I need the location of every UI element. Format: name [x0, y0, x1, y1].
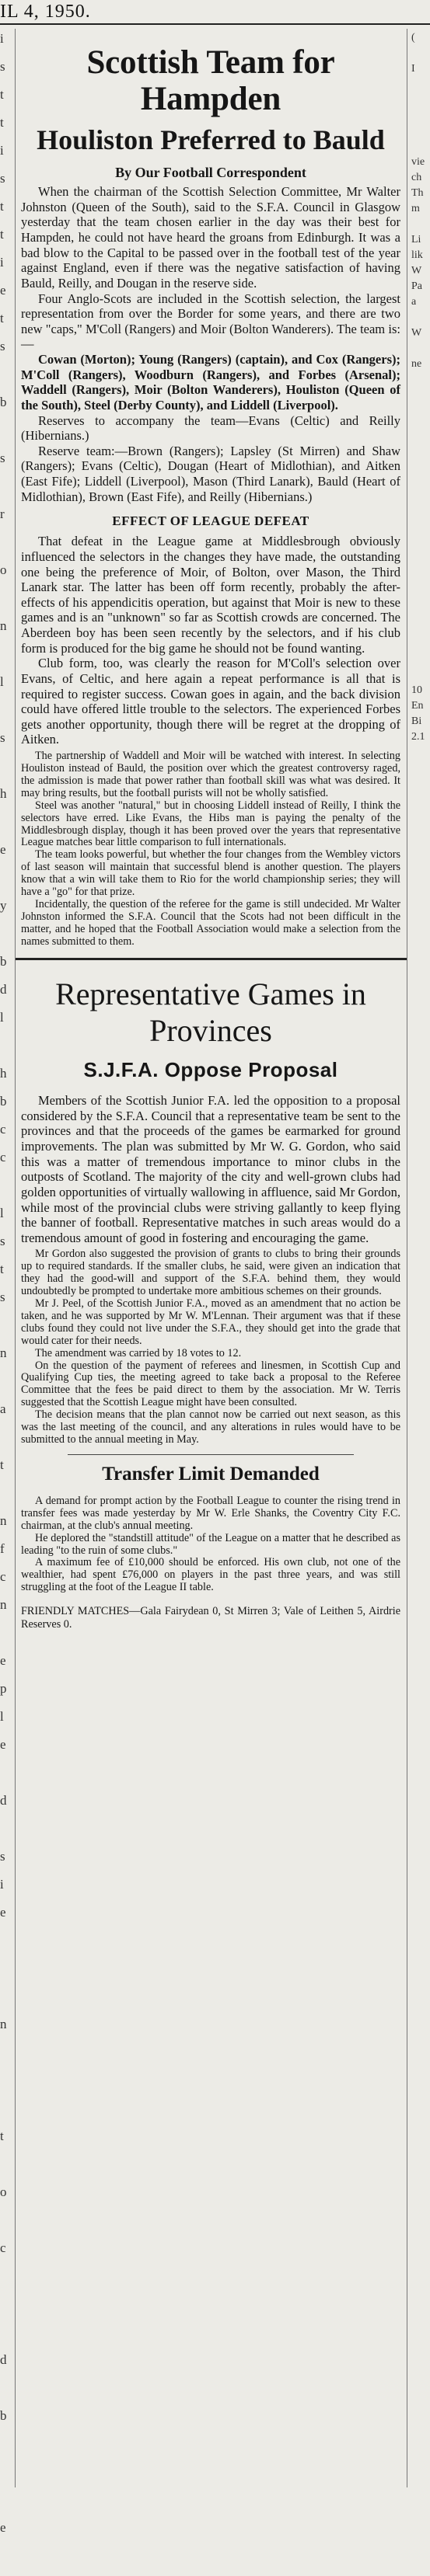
right-margin-fragment	[410, 78, 430, 93]
left-margin-fragment: d	[0, 1793, 7, 1808]
left-margin-fragment	[0, 423, 14, 451]
right-margin-fragment	[410, 792, 430, 808]
right-margin-fragment: W	[411, 265, 422, 277]
right-margin-fragment	[410, 1103, 430, 1119]
left-margin-fragment: i	[0, 1877, 4, 1892]
left-margin-fragment	[0, 1961, 14, 1989]
right-margin-fragment	[410, 93, 430, 109]
left-margin-fragment	[0, 2157, 14, 2184]
article1-small-paragraph: Incidentally, the question of the referee for the game is still undecided. Mr Walter Johnston informed the S.F.A. Council that the Scots had not been difficult in the matter, and he hoped that the Football Association would make a selection from the names submitted to them.	[21, 897, 400, 948]
left-margin-fragment	[0, 2548, 14, 2576]
right-margin-fragment	[410, 761, 430, 777]
left-margin-fragment: y	[0, 898, 7, 913]
right-margin-fragment	[410, 544, 430, 559]
article2-small-paragraph: Mr Gordon also suggested the provision of grants to clubs to bring their grounds up to required standards. If the smaller clubs, he said, were given an indication that they had the good-will and support of the S.F.A. behind them, they would undoubtedly be prompted to undertake more ambitious schemes on their grounds.	[21, 1248, 400, 1298]
right-margin-fragment	[410, 606, 430, 621]
left-margin-fragment	[0, 1429, 14, 1457]
left-margin-fragment	[0, 2296, 14, 2324]
article3-small-paragraph: A maximum fee of £10,000 should be enforced. His own club, not one of the wealthier, had spent £76,000 on players in the past three years, and was still struggling at the foot of the League II table.	[21, 1556, 400, 1594]
right-margin-fragment	[410, 513, 430, 528]
left-margin-fragment: n	[0, 1345, 7, 1360]
article2-paragraph: Members of the Scottish Junior F.A. led the opposition to a proposal considered by the S.F.A. Council that a representative team be sent to the provinces and that the proceeds of the games be earmarked for ground improvements. The plan was submitted by Mr W. G. Gordon, who said this was a matter of tremendous importance to minor clubs in the outposts of Scotland. The majority of the city and well-grown clubs had golden opportunities of virtually wallowing in affluence, said Mr Gordon, while most of the provincial clubs were striving gallantly to keep flying the banner of football. Representative matches in such areas would do a tremendous amount of good in fostering and encouraging the game.	[21, 1093, 400, 1245]
right-margin-fragment	[410, 637, 430, 653]
right-margin-fragment: (	[411, 32, 415, 44]
left-margin-fragment	[0, 534, 14, 562]
left-margin-fragment: h	[0, 786, 7, 801]
left-margin-fragment	[0, 590, 14, 618]
right-margin-fragment	[410, 559, 430, 575]
article1-subheadline: Houliston Preferred to Bauld	[37, 124, 385, 155]
right-margin-fragment: ne	[411, 358, 422, 370]
left-margin-fragment	[0, 2380, 14, 2408]
right-margin-fragment	[410, 1305, 430, 1321]
right-margin-fragment: 10	[411, 684, 422, 696]
left-margin-clipped-column	[0, 31, 14, 2535]
left-margin-fragment	[0, 814, 14, 842]
right-margin-fragment	[410, 435, 430, 451]
article3-small-body	[21, 1495, 400, 1594]
left-margin-fragment: i	[0, 31, 4, 46]
left-margin-fragment: c	[0, 1150, 6, 1164]
right-margin-fragment	[410, 575, 430, 590]
right-margin-fragment: 2.1	[411, 731, 425, 743]
right-margin-fragment	[410, 482, 430, 497]
right-margin-fragment	[410, 1057, 430, 1072]
article2-small-paragraph: On the question of the payment of referees and linesmen, in Scottish Cup and Qualifying Cup ties, the meeting agreed to take back a proposal to the Referee Committee that the fees be paid direct to them by the association. Mr W. Terris suggested that the Scottish League might have been consulted.	[21, 1359, 400, 1409]
right-margin-fragment	[410, 932, 430, 948]
right-margin-fragment: Th	[411, 187, 424, 199]
right-margin-fragment	[410, 1321, 430, 1336]
right-margin-fragment	[410, 466, 430, 482]
right-margin-fragment	[410, 1352, 430, 1367]
left-margin-fragment	[0, 1318, 14, 1345]
right-margin-fragment	[410, 870, 430, 886]
right-margin-fragment	[410, 1429, 430, 1445]
right-margin-fragment	[410, 1367, 430, 1383]
article2-headline: Representative Games in Provinces	[55, 976, 366, 1048]
left-margin-fragment: c	[0, 1122, 6, 1137]
left-margin-fragment	[0, 2492, 14, 2520]
right-margin-fragment	[410, 1445, 430, 1460]
right-margin-fragment	[410, 140, 430, 155]
left-margin-fragment: e	[0, 283, 6, 298]
right-margin-fragment	[410, 528, 430, 544]
left-margin-fragment	[0, 2464, 14, 2492]
section-divider-thin	[68, 1454, 354, 1455]
left-margin-fragment	[0, 2436, 14, 2464]
right-margin-fragment	[410, 1088, 430, 1103]
left-margin-fragment	[0, 870, 14, 898]
right-margin-fragment	[410, 1165, 430, 1181]
right-margin-fragment	[410, 590, 430, 606]
right-margin-fragment	[410, 218, 430, 233]
right-margin-fragment	[410, 1119, 430, 1134]
right-margin-fragment	[410, 419, 430, 435]
left-margin-fragment	[0, 479, 14, 506]
right-margin-fragment	[410, 886, 430, 901]
left-margin-fragment: d	[0, 982, 7, 997]
right-margin-fragment	[410, 1243, 430, 1258]
right-margin-fragment	[410, 1150, 430, 1165]
left-margin-fragment	[0, 2045, 14, 2073]
left-margin-fragment: e	[0, 1653, 6, 1668]
article2-small-body	[21, 1248, 400, 1446]
article1-paragraph: Reserves to accompany the team—Evans (Celtic) and Reilly (Hibernians.)	[21, 413, 400, 444]
right-margin-fragment	[410, 311, 430, 326]
article1-small-paragraph: Steel was another "natural," but in choosing Liddell instead of Reilly, I think the selectors have erred. Like Evans, the Hibs man is paying the penalty of the Middlesbrough display, though it has been proved over the years that representative League matches bear little comparison to full internationals.	[21, 799, 400, 849]
left-margin-fragment	[0, 1933, 14, 1961]
left-margin-fragment: i	[0, 255, 4, 270]
left-margin-fragment	[0, 1373, 14, 1401]
right-margin-fragment: I	[411, 63, 415, 75]
right-margin-fragment: ch	[411, 172, 422, 183]
article1-paragraph: When the chairman of the Scottish Selection Committee, Mr Walter Johnston (Queen of the South), said to the S.F.A. Council in Glasgow yesterday that the team chosen earlier in the day was their best for Hampden, he could not have heard the groans from Edinburgh. It was a bad blow to the Capital to be passed over in the football test of the year against England, even if there was the negative satisfaction of having Bauld, Reilly, and Dougan in the reserve side.	[21, 184, 400, 291]
left-margin-fragment	[0, 1178, 14, 1206]
article3-headline: Transfer Limit Demanded	[102, 1463, 320, 1485]
right-margin-fragment	[410, 994, 430, 1010]
right-margin-fragment: Bi	[411, 715, 422, 727]
article1-paragraph: Reserve team:—Brown (Rangers); Lapsley (St Mirren) and Shaw (Rangers); Evans (Celtic), Dougan (Heart of Midlothian), and Aitken (East Fife); Liddell (Liverpool), Mason (Third Lanark), Bauld (Heart of Midlothian), Brown (East Fife), and Reilly (Hibernians.)	[21, 443, 400, 504]
left-margin-fragment: t	[0, 2129, 4, 2143]
right-margin-fragment	[410, 1460, 430, 1476]
right-margin-fragment	[410, 1196, 430, 1212]
right-margin-fragment	[410, 839, 430, 855]
right-margin-fragment	[410, 979, 430, 994]
right-margin-fragment	[410, 1290, 430, 1305]
right-margin-fragment: lik	[411, 249, 423, 261]
right-margin-fragment: m	[411, 203, 420, 214]
article1-small-paragraph: The team looks powerful, but whether the four changes from the Wembley victors of last season will maintain that successful blend is another question. The players know that a win will take them to Rio for the world championship series; they will have a "go" for that prize.	[21, 848, 400, 899]
left-margin-fragment: s	[0, 451, 5, 465]
left-margin-fragment: l	[0, 674, 4, 689]
right-margin-fragment	[410, 1181, 430, 1196]
right-margin-fragment	[410, 823, 430, 839]
article1-section-head: EFFECT OF LEAGUE DEFEAT	[112, 513, 309, 529]
left-margin-fragment	[0, 2324, 14, 2352]
right-margin-fragment: En	[411, 700, 424, 712]
right-margin-fragment	[410, 497, 430, 513]
right-margin-fragment: W	[411, 327, 422, 339]
dateline: IL 4, 1950.	[0, 2, 91, 22]
right-margin-fragment	[410, 1398, 430, 1414]
left-margin-fragment: t	[0, 115, 4, 130]
left-margin-fragment: t	[0, 199, 4, 214]
left-margin-fragment: n	[0, 2017, 7, 2031]
right-margin-fragment	[410, 653, 430, 668]
article3-small-paragraph: He deplored the "standstill attitude" of the League on a matter that he described as leading "to the ruin of some clubs."	[21, 1531, 400, 1557]
right-margin-fragment	[410, 1134, 430, 1150]
right-margin-fragment: vie	[411, 156, 425, 168]
article1-body	[21, 184, 400, 504]
article1-team-list: Cowan (Morton); Young (Rangers) (captain), and Cox (Rangers); M'Coll (Rangers), Woodburn (Rangers), and Forbes (Arsenal); Waddell (Rangers), Moir (Bolton Wanderers), Houliston (Queen of the South), Steel (Derby County), and Liddell (Liverpool).	[21, 352, 400, 413]
page-top-rule	[0, 0, 430, 25]
article2-small-paragraph: Mr J. Peel, of the Scottish Junior F.A., moved as an amendment that no action be taken, and he was supported by Mr W. M'Lennan. Their argument was that if these clubs found they could not live under the S.F.A., they should get into the grade that would cater for their needs.	[21, 1297, 400, 1347]
left-margin-fragment: e	[0, 842, 6, 857]
right-margin-fragment	[410, 1041, 430, 1057]
left-margin-fragment: d	[0, 2352, 7, 2367]
left-margin-fragment: o	[0, 562, 7, 577]
left-margin-fragment	[0, 2268, 14, 2296]
left-margin-fragment: n	[0, 1597, 7, 1612]
right-margin-fragment	[410, 855, 430, 870]
left-margin-fragment: f	[0, 1541, 5, 1556]
left-margin-fragment: n	[0, 1513, 7, 1528]
left-margin-fragment	[0, 1821, 14, 1849]
left-margin-fragment: i	[0, 143, 4, 158]
left-margin-fragment: e	[0, 1737, 6, 1752]
left-margin-fragment: b	[0, 2408, 7, 2423]
section-divider	[16, 958, 407, 960]
article-column	[15, 29, 407, 2487]
right-margin-fragment	[410, 373, 430, 388]
left-margin-fragment: t	[0, 227, 4, 242]
left-margin-fragment	[0, 2073, 14, 2101]
left-margin-fragment: n	[0, 618, 7, 633]
right-margin-fragment	[410, 917, 430, 932]
right-margin-fragment	[410, 1010, 430, 1025]
left-margin-fragment: s	[0, 1849, 5, 1864]
right-margin-fragment: Pa	[411, 280, 422, 292]
left-margin-fragment: s	[0, 59, 5, 74]
left-margin-fragment: o	[0, 2184, 7, 2199]
article2-small-paragraph: The decision means that the plan cannot now be carried out next season, as this was the last meeting of the council, and any alterations in rules would have to be submitted to the annual meeting in May.	[21, 1408, 400, 1446]
left-margin-fragment: h	[0, 1066, 7, 1081]
left-margin-fragment	[0, 367, 14, 395]
article2-body	[21, 1093, 400, 1245]
left-margin-fragment: e	[0, 1905, 6, 1920]
left-margin-fragment	[0, 702, 14, 730]
article1-paragraph: Four Anglo-Scots are included in the Scottish selection, the largest representation from over the Border for some years, and there are two new "caps," M'Coll (Rangers) and Moir (Bolton Wanderers). The team is:—	[21, 291, 400, 352]
right-margin-fragment	[410, 808, 430, 823]
right-margin-fragment	[410, 948, 430, 963]
left-margin-fragment: s	[0, 171, 5, 186]
right-margin-fragment	[410, 1274, 430, 1290]
right-margin-fragment	[410, 1072, 430, 1088]
right-margin-fragment	[410, 342, 430, 357]
right-margin-fragment	[410, 451, 430, 466]
left-margin-fragment	[0, 758, 14, 786]
right-margin-fragment	[410, 1025, 430, 1041]
left-margin-fragment: c	[0, 2240, 6, 2255]
left-margin-fragment: t	[0, 1262, 4, 1276]
left-margin-fragment: s	[0, 1290, 5, 1304]
right-margin-fragment	[410, 1258, 430, 1274]
article3-small-paragraph: A demand for prompt action by the Football League to counter the rising trend in transfer fees was made yesterday by Mr W. Erle Shanks, the Coventry City F.C. chairman, at the club's annual meeting.	[21, 1494, 400, 1532]
left-margin-fragment: t	[0, 1457, 4, 1472]
left-margin-fragment: s	[0, 730, 5, 745]
article1-small-paragraph: The partnership of Waddell and Moir will be watched with interest. In selecting Houliston instead of Bauld, the position over which the greatest controversy raged, the admission is made that power rather than football skill was what was desired. It may bring results, but the football purists will not be wholly satisfied.	[21, 750, 400, 799]
right-margin-fragment	[410, 124, 430, 140]
left-margin-fragment: s	[0, 339, 5, 353]
right-margin-fragment	[410, 109, 430, 124]
right-margin-fragment	[410, 47, 430, 62]
right-margin-fragment	[410, 963, 430, 979]
article1-section-paragraph: That defeat in the League game at Middlesbrough obviously influenced the selectors in the changes they have made, the outstanding one being the preference of Moir, of Bolton, over Mason, the Third Lanark star. The latter has been off form recently, probably the after-effects of his appendicitis operation, but against that Moir is new to these games and is an "unknown" so far as Scottish crowds are concerned. The Aberdeen boy has been seen recently by the selectors, and if his club form is produced for the big game he should not be found wanting.	[21, 534, 400, 656]
right-margin-fragment	[410, 388, 430, 404]
left-margin-fragment	[0, 1038, 14, 1066]
left-margin-fragment: b	[0, 954, 7, 969]
right-margin-fragment	[410, 1227, 430, 1243]
article1-byline: By Our Football Correspondent	[115, 165, 306, 181]
left-margin-fragment: s	[0, 1234, 5, 1248]
friendly-matches-results: FRIENDLY MATCHES—Gala Fairydean 0, St Mirren 3; Vale of Leithen 5, Airdrie Reserves 0.	[21, 1605, 400, 1631]
right-margin-fragment	[410, 1212, 430, 1227]
left-margin-fragment: p	[0, 1681, 7, 1696]
left-margin-fragment	[0, 1989, 14, 2017]
article1-section-paragraph: Club form, too, was clearly the reason for M'Coll's selection over Evans, of Celtic, and here again a repeat performance is all that is required to register success. Cowan goes in again, and the back division could have offered little trouble to the selectors. The experienced Forbes gets another opportunity, though there will be regret at the dropping of Aitken.	[21, 656, 400, 747]
left-margin-fragment: b	[0, 395, 7, 409]
right-margin-fragment	[410, 777, 430, 792]
left-margin-fragment	[0, 2212, 14, 2240]
left-margin-fragment: t	[0, 311, 4, 325]
left-margin-fragment	[0, 2101, 14, 2129]
right-margin-fragment: Li	[411, 234, 421, 245]
left-margin-fragment: t	[0, 87, 4, 102]
left-margin-fragment: c	[0, 1569, 6, 1584]
left-margin-fragment	[0, 1485, 14, 1513]
left-margin-fragment: l	[0, 1206, 4, 1220]
right-margin-fragment: a	[411, 296, 417, 308]
left-margin-fragment	[0, 646, 14, 674]
right-margin-fragment	[410, 901, 430, 917]
left-margin-fragment: b	[0, 1094, 7, 1109]
right-margin-fragment	[410, 621, 430, 637]
left-margin-fragment	[0, 926, 14, 954]
article2-small-paragraph: The amendment was carried by 18 votes to 12.	[35, 1346, 242, 1359]
left-margin-fragment: r	[0, 506, 5, 521]
right-margin-fragment	[410, 1476, 430, 1492]
right-margin-fragment	[410, 1414, 430, 1429]
article2-subheadline: S.J.F.A. Oppose Proposal	[83, 1057, 338, 1081]
article1-small-body	[21, 750, 400, 949]
article1-headline: Scottish Team for Hampden	[86, 44, 335, 118]
left-margin-fragment: l	[0, 1010, 4, 1025]
right-margin-fragment	[410, 404, 430, 419]
right-margin-fragment	[410, 1336, 430, 1352]
left-margin-fragment: a	[0, 1401, 6, 1416]
right-margin-fragment	[410, 668, 430, 684]
right-margin-fragment	[410, 1383, 430, 1398]
left-margin-fragment: l	[0, 1709, 4, 1724]
article1-section-body	[21, 534, 400, 747]
left-margin-fragment	[0, 1625, 14, 1653]
right-margin-fragment	[410, 746, 430, 761]
left-margin-fragment: e	[0, 2520, 6, 2535]
right-margin-clipped-column	[410, 31, 430, 2478]
left-margin-fragment	[0, 1765, 14, 1793]
